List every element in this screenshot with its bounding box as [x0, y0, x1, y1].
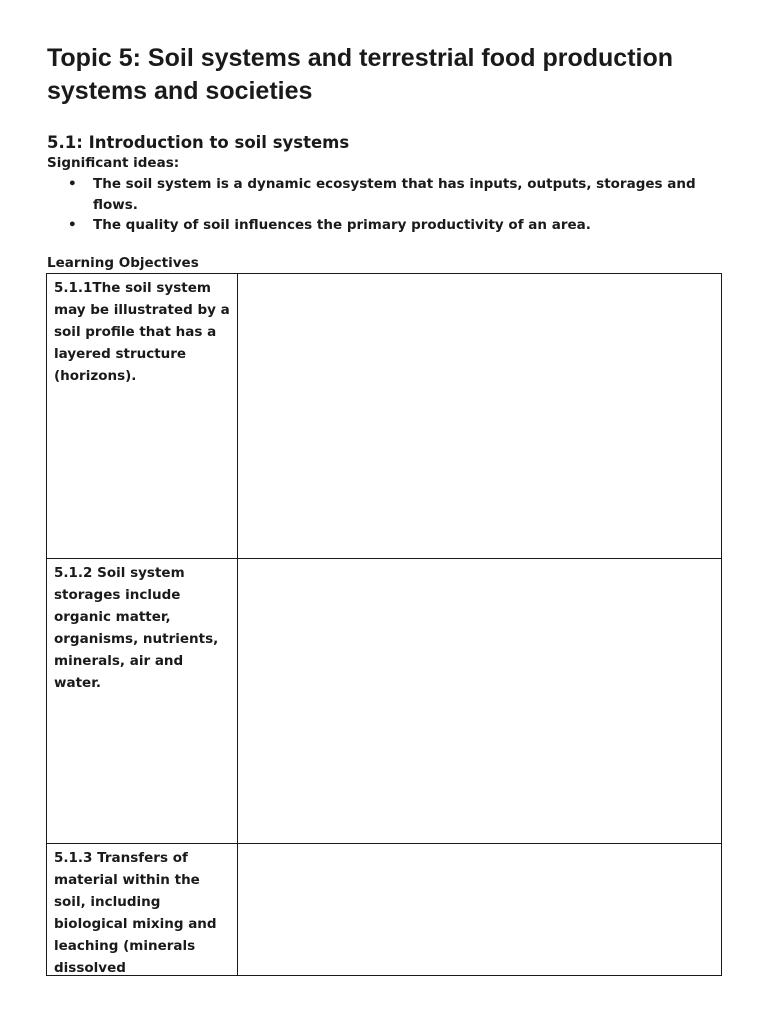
significant-idea-item — [47, 174, 717, 215]
significant-idea-item — [47, 215, 717, 236]
response-cell[interactable] — [238, 274, 722, 559]
response-cell[interactable] — [238, 844, 722, 976]
significant-ideas-list — [47, 174, 717, 236]
objective-cell — [47, 559, 238, 844]
objective-cell — [47, 274, 238, 559]
response-cell[interactable] — [238, 559, 722, 844]
table-row — [47, 274, 722, 559]
significant-ideas-label: Significant ideas: — [47, 155, 180, 171]
bullet-icon: • — [68, 176, 77, 192]
bullet-icon: • — [68, 217, 77, 233]
objective-text: 5.1.2 Soil system storages include organic matter, organisms, nutrients, minerals, air and water. — [54, 565, 219, 691]
objective-text: 5.1.1The soil system may be illustrated by a soil profile that has a layered structure (horizons). — [54, 280, 230, 384]
section-heading: 5.1: Introduction to soil systems — [47, 133, 350, 152]
objective-cell — [47, 844, 238, 976]
objective-text: 5.1.3 Transfers of material within the soil, including biological mixing and leaching (minerals dissolved — [54, 850, 217, 975]
page-title: Topic 5: Soil systems and terrestrial food production systems and societies — [47, 44, 674, 105]
learning-objectives-table — [46, 273, 722, 976]
table-row — [47, 559, 722, 844]
significant-idea-text: The soil system is a dynamic ecosystem that has inputs, outputs, storages and flows. — [93, 176, 696, 213]
learning-objectives-label: Learning Objectives — [47, 255, 199, 271]
significant-idea-text: The quality of soil influences the primary productivity of an area. — [93, 217, 591, 233]
table-row — [47, 844, 722, 976]
